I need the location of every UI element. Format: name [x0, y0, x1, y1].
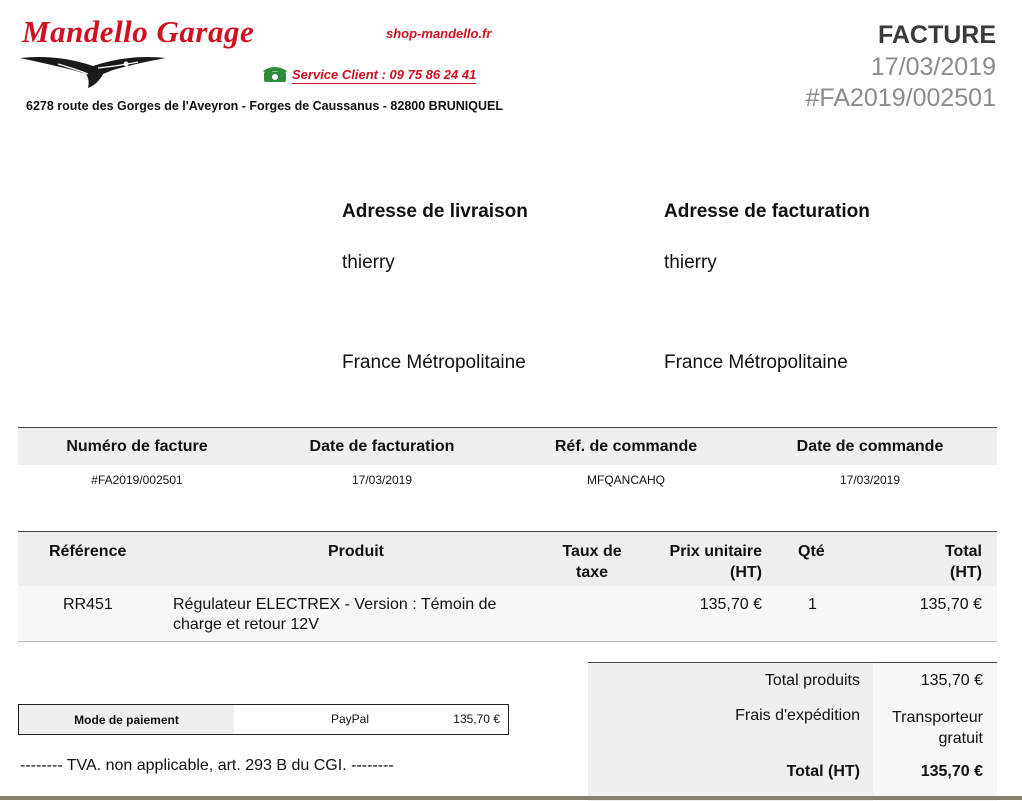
payment-method: PayPal	[331, 712, 370, 726]
products-table-header	[18, 531, 997, 587]
tva-note: -------- TVA. non applicable, art. 293 B du CGI. --------	[20, 757, 394, 774]
payment-label: Mode de paiement	[74, 713, 179, 727]
billing-address-heading: Adresse de facturation	[664, 201, 870, 222]
col-unit-price-line2: (HT)	[730, 564, 762, 581]
col-tax-rate	[548, 541, 636, 583]
col-unit-price	[648, 541, 762, 583]
logo-text: Mandello Garage	[22, 14, 255, 49]
total-products-label: Total produits	[764, 672, 860, 689]
col-qty: Qté	[798, 543, 825, 560]
grand-total-label: Total (HT)	[786, 763, 860, 780]
grand-total-value: 135,70 €	[920, 763, 983, 780]
document-title: FACTURE	[877, 21, 996, 49]
totals-box	[588, 662, 997, 801]
col-unit-price-line1: Prix unitaire	[669, 543, 762, 560]
table-row	[18, 586, 997, 642]
total-products-value: 135,70 €	[920, 672, 983, 689]
info-header-order-ref: Réf. de commande	[554, 438, 698, 455]
billing-country: France Métropolitaine	[664, 352, 848, 373]
shipping-value-line1: Transporteur	[892, 709, 983, 726]
info-header-invoice-number: Numéro de facture	[66, 438, 208, 455]
col-total-line1: Total	[944, 543, 982, 560]
info-invoice-date: 17/03/2019	[351, 473, 413, 487]
delivery-address-heading: Adresse de livraison	[342, 201, 528, 222]
info-order-ref: MFQANCAHQ	[587, 473, 665, 487]
col-total	[898, 541, 982, 583]
document-number: #FA2019/002501	[805, 84, 996, 112]
billing-name: thierry	[664, 252, 717, 273]
col-reference: Référence	[49, 543, 127, 560]
shipping-value	[892, 707, 983, 749]
shipping-value-line2: gratuit	[938, 730, 983, 747]
info-header-invoice-date: Date de facturation	[309, 438, 455, 455]
payment-amount: 135,70 €	[453, 712, 500, 726]
col-total-line2: (HT)	[950, 564, 982, 581]
company-address: 6278 route des Gorges de l'Aveyron - Forges de Caussanus - 82800 BRUNIQUEL	[26, 99, 503, 113]
payment-box	[18, 704, 509, 735]
row-product-line2: charge et retour 12V	[173, 616, 319, 633]
shop-url-link[interactable]: shop-mandello.fr	[386, 26, 492, 41]
delivery-name: thierry	[342, 252, 395, 273]
eagle-logo-icon	[18, 44, 168, 92]
invoice-info-header	[18, 427, 997, 465]
shipping-label: Frais d'expédition	[735, 707, 860, 724]
info-order-date: 17/03/2019	[839, 473, 901, 487]
info-header-order-date: Date de commande	[796, 438, 944, 455]
service-client-phone: Service Client : 09 75 86 24 41	[292, 67, 477, 82]
phone-icon	[262, 65, 288, 83]
row-total: 135,70 €	[919, 596, 982, 613]
row-unit-price: 135,70 €	[699, 596, 762, 613]
row-product	[173, 595, 533, 635]
col-tax-rate-line2: taxe	[575, 564, 609, 581]
row-qty: 1	[808, 596, 817, 613]
delivery-country: France Métropolitaine	[342, 352, 526, 373]
info-invoice-number: #FA2019/002501	[91, 473, 183, 487]
document-date: 17/03/2019	[870, 53, 996, 81]
col-tax-rate-line1: Taux de	[562, 543, 622, 560]
col-product: Produit	[328, 543, 384, 560]
bottom-edge	[0, 796, 1022, 800]
row-reference: RR451	[63, 596, 113, 613]
row-product-line1: Régulateur ELECTREX - Version : Témoin de	[173, 596, 497, 613]
